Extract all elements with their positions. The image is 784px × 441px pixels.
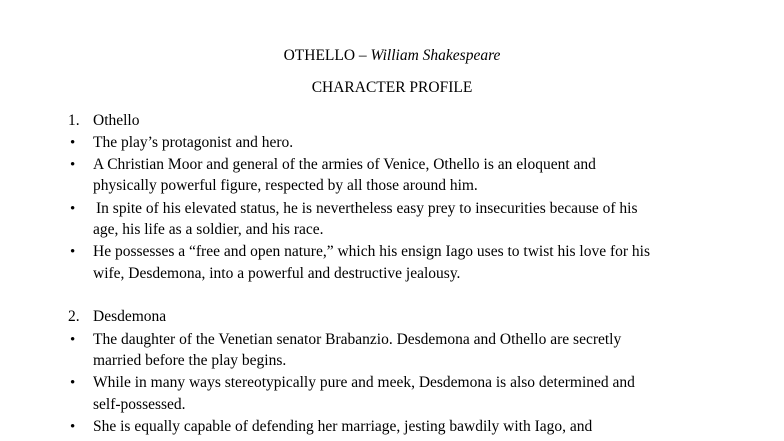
bullet-line: In spite of his elevated status, he is nevertheless easy prey to insecurities because of his — [96, 200, 638, 217]
bullet-line: self-possessed. — [93, 396, 186, 413]
play-title: OTHELLO – — [283, 47, 371, 64]
bullet-icon: • — [70, 201, 76, 217]
bullet-icon: • — [70, 244, 76, 260]
bullet-icon: • — [70, 135, 76, 151]
document-subtitle: CHARACTER PROFILE — [311, 79, 473, 96]
section-number: 1. — [68, 112, 80, 129]
bullet-line: She is equally capable of defending her marriage, jesting bawdily with Iago, and — [93, 418, 593, 435]
section-heading: Desdemona — [93, 308, 167, 325]
bullet-line: The daughter of the Venetian senator Brabanzio. Desdemona and Othello are secretly — [93, 331, 622, 348]
bullet-line: The play’s protagonist and hero. — [93, 134, 294, 151]
bullet-line: wife, Desdemona, into a powerful and destructive jealousy. — [93, 265, 461, 282]
section-heading: Othello — [93, 112, 140, 129]
bullet-icon: • — [70, 332, 76, 348]
bullet-icon: • — [70, 419, 76, 435]
bullet-icon: • — [70, 157, 76, 173]
document-title — [0, 46, 784, 66]
bullet-line: He possesses a “free and open nature,” which his ensign Iago uses to twist his love for his — [93, 243, 651, 260]
author-name: William Shakespeare — [370, 47, 501, 64]
bullet-line: age, his life as a soldier, and his race. — [93, 221, 324, 238]
section-number: 2. — [68, 308, 80, 325]
bullet-line: While in many ways stereotypically pure and meek, Desdemona is also determined and — [93, 374, 635, 391]
bullet-icon: • — [70, 375, 76, 391]
bullet-line: physically powerful figure, respected by all those around him. — [93, 177, 478, 194]
bullet-line: A Christian Moor and general of the armies of Venice, Othello is an eloquent and — [93, 156, 596, 173]
bullet-line: married before the play begins. — [93, 352, 287, 369]
